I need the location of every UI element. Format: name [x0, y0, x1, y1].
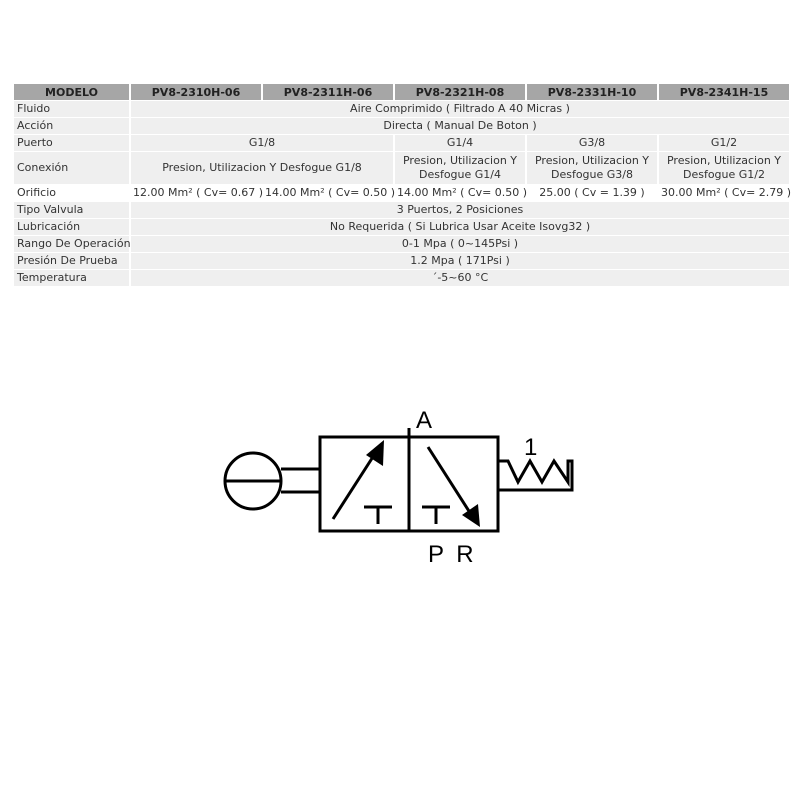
port-pr-label: P R: [428, 541, 477, 568]
row-label-rango: Rango De Operación: [14, 236, 129, 252]
cell-orificio-2: 14.00 Mm² ( Cv= 0.50 ): [265, 186, 396, 199]
header-model-1: PV8-2310H-06: [131, 84, 261, 100]
row-label-accion: Acción: [14, 118, 129, 134]
port-a-label: A: [416, 407, 433, 434]
header-model-4: PV8-2331H-10: [527, 84, 657, 100]
cell-conexion-2: Presion, Utilizacion Y Desfogue G1/4: [395, 152, 525, 184]
cell-puerto-3: G3/8: [527, 135, 657, 151]
spring-label: 1: [524, 434, 538, 461]
row-label-tipo: Tipo Valvula: [14, 202, 129, 218]
cell-orificio-5: 30.00 Mm² ( Cv= 2.79 ): [661, 186, 792, 199]
row-label-lubricacion: Lubricación: [14, 219, 129, 235]
cell-conexion-4: Presion, Utilizacion Y Desfogue G1/2: [659, 152, 789, 184]
row-label-puerto: Puerto: [14, 135, 129, 151]
spring-icon: [498, 461, 572, 490]
row-label-temperatura: Temperatura: [14, 270, 129, 286]
cell-fluido: Aire Comprimido ( Filtrado A 40 Micras ): [131, 101, 789, 117]
cell-orificio-1: 12.00 Mm² ( Cv= 0.67 ): [133, 186, 264, 199]
row-label-orificio: Orificio: [14, 185, 129, 201]
row-label-conexion: Conexión: [14, 152, 129, 184]
row-label-presion: Presión De Prueba: [14, 253, 129, 269]
cell-conexion-3: Presion, Utilizacion Y Desfogue G3/8: [527, 152, 657, 184]
cell-rango: 0-1 Mpa ( 0~145Psi ): [131, 236, 789, 252]
cell-accion: Directa ( Manual De Boton ): [131, 118, 789, 134]
cell-puerto-2: G1/4: [395, 135, 525, 151]
cell-temperatura: ´-5~60 °C: [131, 270, 789, 286]
cell-tipo: 3 Puertos, 2 Posiciones: [131, 202, 789, 218]
cell-orificio-3: 14.00 Mm² ( Cv= 0.50 ): [397, 186, 528, 199]
header-model-3: PV8-2321H-08: [395, 84, 525, 100]
cell-puerto-4: G1/2: [659, 135, 789, 151]
cell-orificio-4: 25.00 ( Cv = 1.39 ): [527, 185, 657, 201]
cell-presion: 1.2 Mpa ( 171Psi ): [131, 253, 789, 269]
cell-lubricacion: No Requerida ( Si Lubrica Usar Aceite Isovg32 ): [131, 219, 789, 235]
row-label-fluido: Fluido: [14, 101, 129, 117]
cell-puerto-1: G1/8: [131, 135, 393, 151]
header-model-2: PV8-2311H-06: [263, 84, 393, 100]
cell-conexion-1: Presion, Utilizacion Y Desfogue G1/8: [131, 152, 393, 184]
header-model-5: PV8-2341H-15: [659, 84, 789, 100]
header-modelo: MODELO: [14, 84, 129, 100]
right-arrow-head-icon: [462, 504, 480, 527]
